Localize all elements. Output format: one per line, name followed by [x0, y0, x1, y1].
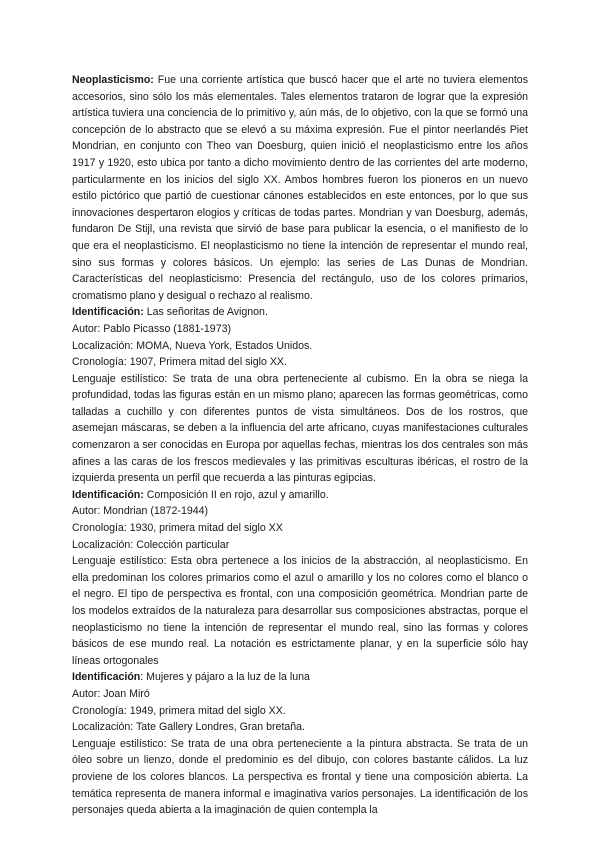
obra1-heading: Identificación: — [72, 306, 144, 319]
neoplasticismo-text: Fue una corriente artística que buscó hacer que el arte no tuviera elementos accesorios, sino sólo los más elementales. Tales elementos trataron de lograr que la expresión artística tuviera una conciencia de lo primitivo y, aún más, de lo objetivo, con la que se formó una concepción de lo abstracto que se elevó a su máxima expresión. Fue el pintor neerlandés Piet Mondrian, en conjunto con Theo van Doesburg, quien inició el neoplasticismo entre los años 1917 y 1920, esto ubica por tanto a dicho movimiento dentro de las corrientes del arte moderno, particularmente en los inicios del siglo XX. Ambos hombres fueron los pioneros en un nuevo estilo pictórico que partió de cuestionar cánones establecidos en este entonces, por lo que sus innovaciones despertaron elogios y críticas de todas partes. Mondrian y van Doesburg, además, fundaron De Stijl, una revista que sirvió de base para publicar la esencia, o el manifiesto de lo que era el neoplasticismo. El neoplasticismo no tiene la intención de representar el mundo real, sino sus formas y colores básicos. Un ejemplo: las series de Las Dunas de Mondrian. Características del neoplasticismo: Presencia del rectángulo, uso de los colores primarios, cromatismo plano y desigual o rechazo al realismo. — [72, 74, 528, 302]
obra2-localizacion: Localización: Colección particular — [72, 538, 230, 551]
obra1-identificacion — [72, 304, 528, 321]
obra2-heading: Identificación: — [72, 488, 144, 501]
obra2-cronologia: Cronología: 1930, primera mitad del siglo XX — [72, 522, 283, 535]
obra2-title: Composición II en rojo, azul y amarillo. — [143, 488, 329, 501]
obra1-cronologia: Cronología: 1907, Primera mitad del siglo XX. — [72, 356, 287, 369]
obra3-title: : Mujeres y pájaro a la luz de la luna — [140, 671, 310, 684]
obra1-autor: Autor: Pablo Picasso (1881-1973) — [72, 322, 231, 335]
obra1-title: Las señoritas de Avignon. — [143, 306, 268, 319]
obra3-autor: Autor: Joan Miró — [72, 687, 150, 700]
obra3-cronologia: Cronología: 1949, primera mitad del siglo XX. — [72, 704, 286, 717]
obra2-identificacion — [72, 487, 528, 504]
document-page — [72, 72, 528, 819]
obra1-localizacion: Localización: MOMA, Nueva York, Estados Unidos. — [72, 339, 313, 352]
obra3-heading: Identificación — [72, 671, 141, 684]
obra1-lenguaje: Lenguaje estilístico: Se trata de una obra perteneciente al cubismo. En la obra se niega la profundidad, todas las figuras están en un mismo plano; aparecen las formas geométricas, como talladas a cuchillo y con diferentes puntos de vista simultáneos. Dos de los rostros, que asemejan máscaras, se deben a la influencia del arte africano, cuyas manifestaciones culturales comenzaron a ser conocidas en Europa por aquellas fechas, mientras los dos centrales son más afines a las caras de los frescos medievales y las primitivas esculturas ibéricas, el rostro de la izquierda presenta un perfil que recuerda a las pinturas egipcias. — [72, 372, 528, 485]
neoplasticismo-heading: Neoplasticismo: — [72, 74, 154, 86]
obra3-localizacion: Localización: Tate Gallery Londres, Gran bretaña. — [72, 721, 305, 734]
obra3-lenguaje: Lenguaje estilístico: Se trata de una obra perteneciente a la pintura abstracta. Se trata de un óleo sobre un lienzo, donde el predominio es del dibujo, con colores bastante cálidos. La luz proviene de los colores blancos. La perspectiva es frontal y tiene una composición abierta. La temática representa de manera informal e imaginativa varios personajes. La identificación de los personajes queda abierta a la imaginación de quien contempla la — [72, 737, 528, 817]
obra2-lenguaje: Lenguaje estilístico: Esta obra pertenece a los inicios de la abstracción, al neoplasticismo. En ella predominan los colores primarios como el azul o amarillo y los no colores como el blanco o el negro. El tipo de perspectiva es frontal, con una composición geométrica. Mondrian parte de los modelos extraídos de la naturaleza para desarrollar sus composiciones abstractas, porque el neoplasticismo no tiene la intención de representar el mundo real, sino las formas y colores básicos de ese mundo real. La notación es estrictamente planar, y en la superficie sólo hay líneas ortogonales — [72, 555, 528, 667]
obra3-identificacion — [72, 669, 528, 686]
neoplasticismo-paragraph — [72, 72, 528, 304]
obra2-autor: Autor: Mondrian (1872-1944) — [72, 505, 209, 518]
